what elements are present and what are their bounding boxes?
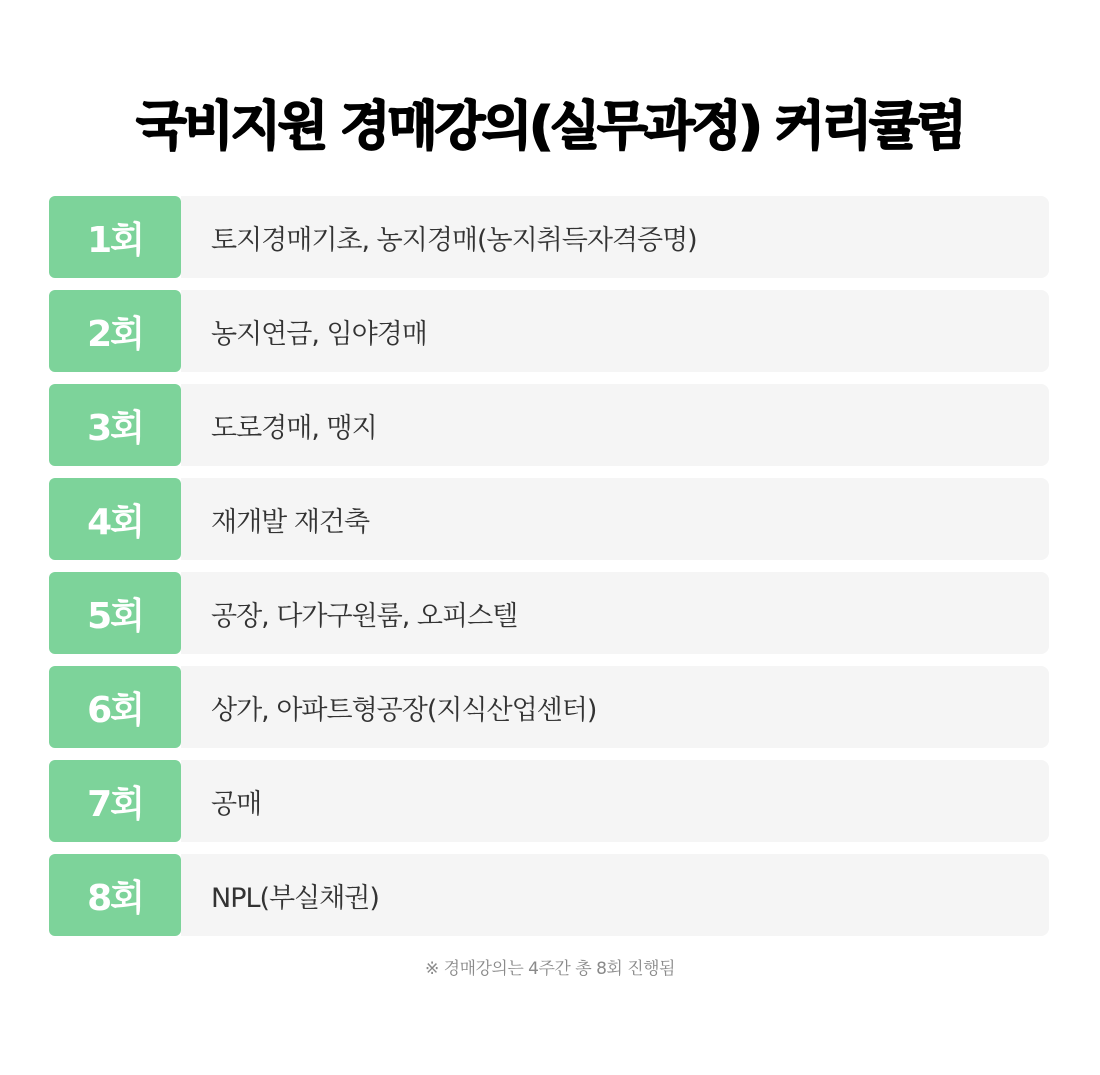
session-number-badge: 7회 [49,760,181,842]
page-title: 국비지원 경매강의(실무과정) 커리큘럼 [136,97,964,157]
footnote: ※ 경매강의는 4주간 총 8회 진행됨 [425,959,675,979]
session-number-badge: 1회 [49,196,181,278]
session-topic: 공매 [181,760,1049,842]
session-topic: 토지경매기초, 농지경매(농지취득자격증명) [181,196,1049,278]
curriculum-row [49,384,1049,466]
curriculum-row [49,290,1049,372]
session-topic: 상가, 아파트형공장(지식산업센터) [181,666,1049,748]
session-topic: 농지연금, 임야경매 [181,290,1049,372]
session-topic: 도로경매, 맹지 [181,384,1049,466]
curriculum-row [49,666,1049,748]
curriculum-row [49,478,1049,560]
curriculum-row [49,572,1049,654]
curriculum-row [49,854,1049,936]
session-number-badge: 4회 [49,478,181,560]
session-topic: NPL(부실채권) [181,854,1049,936]
session-number-badge: 6회 [49,666,181,748]
session-topic: 공장, 다가구원룸, 오피스텔 [181,572,1049,654]
curriculum-row [49,196,1049,278]
curriculum-list [49,196,1049,948]
session-number-badge: 8회 [49,854,181,936]
session-topic: 재개발 재건축 [181,478,1049,560]
curriculum-row [49,760,1049,842]
session-number-badge: 3회 [49,384,181,466]
session-number-badge: 5회 [49,572,181,654]
session-number-badge: 2회 [49,290,181,372]
